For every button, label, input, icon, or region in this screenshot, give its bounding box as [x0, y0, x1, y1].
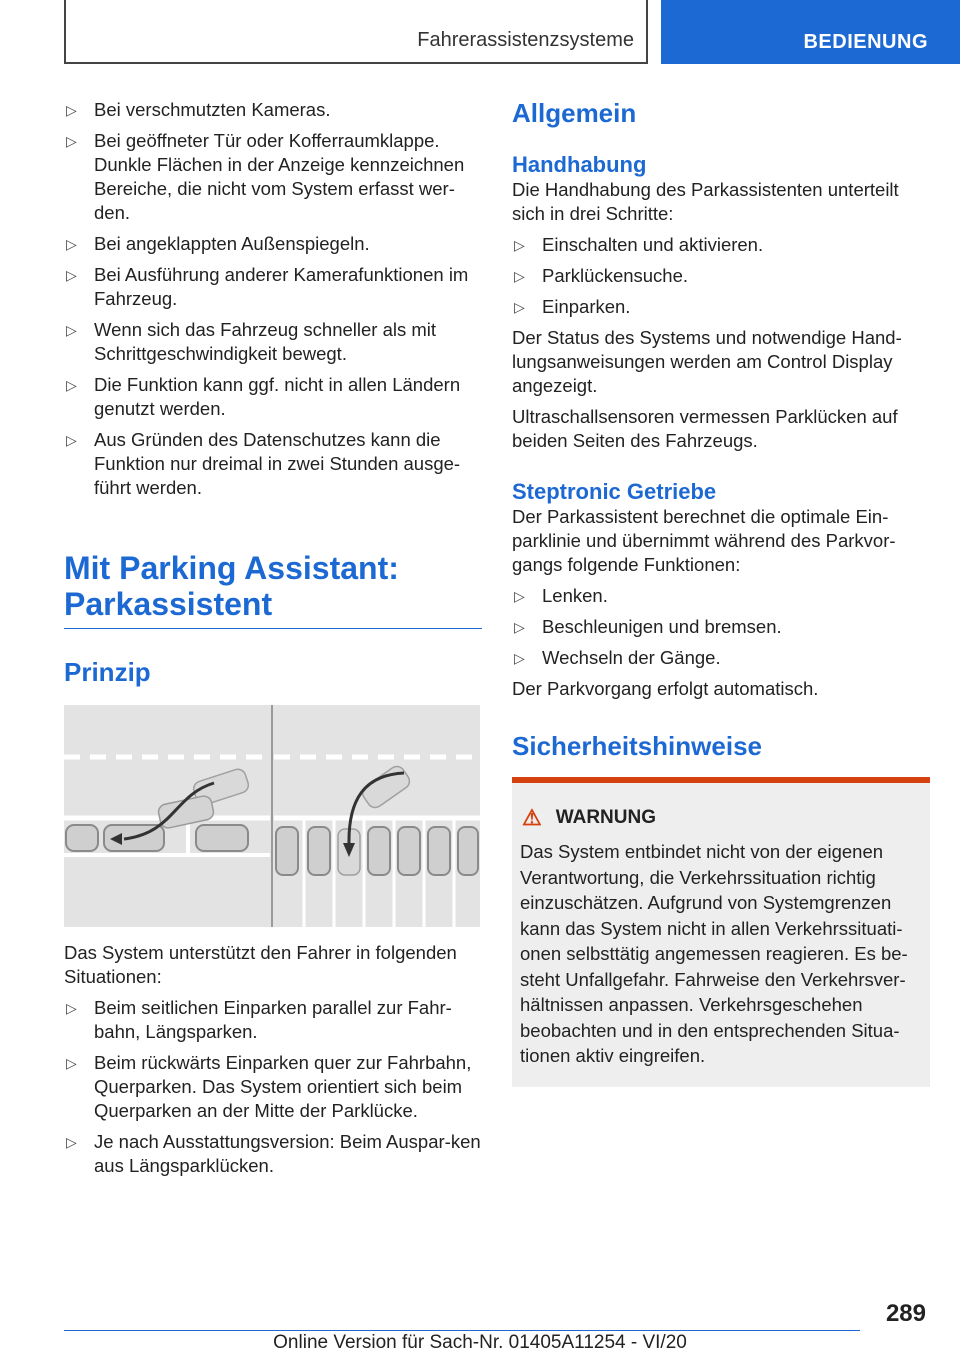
triangle-bullet-icon: ▷	[66, 322, 77, 338]
triangle-bullet-icon: ▷	[66, 102, 77, 118]
subheading-handhabung: Handhabung	[512, 152, 647, 177]
warning-triangle-icon: ⚠	[522, 805, 542, 830]
triangle-bullet-icon: ▷	[514, 237, 525, 253]
list-item: ▷ Wenn sich das Fahrzeug schneller als mit Schrittgeschwindigkeit bewegt.	[66, 319, 437, 364]
warning-header	[520, 805, 922, 831]
warning-box	[512, 777, 930, 1087]
parking-illustration	[64, 705, 480, 927]
triangle-bullet-icon: ▷	[66, 267, 77, 283]
steps-list	[512, 233, 930, 319]
limitations-list	[64, 98, 482, 500]
functions-list	[512, 584, 930, 670]
section-heading-allgemein: Allgemein	[512, 98, 637, 128]
list-item: ▷ Wechseln der Gänge.	[514, 647, 721, 668]
section-heading-sicherheit: Sicherheitshinweise	[512, 731, 762, 761]
list-item: ▷ Bei geöffneter Tür oder Kofferraumklappe. Dunkle Flächen in der Anzeige kennzeichnen Bereiche, die nicht vom System erfasst wer‐den.	[66, 130, 465, 223]
status-text: Der Status des Systems und notwendige Hand‐lungsanweisungen werden am Control Display angezeigt.	[512, 327, 902, 396]
triangle-bullet-icon: ▷	[514, 650, 525, 666]
triangle-bullet-icon: ▷	[66, 432, 77, 448]
list-item: ▷ Beim rückwärts Einparken quer zur Fahrbahn, Querparken. Das System orientiert sich beim Querparken an der Mitte der Parklücke.	[66, 1052, 472, 1121]
header-tab	[661, 0, 960, 64]
list-item: ▷ Aus Gründen des Datenschutzes kann die Funktion nur dreimal in zwei Stunden ausge‐führt werden.	[66, 429, 461, 498]
footer-text: Online Version für Sach-Nr. 01405A11254 - VI/20	[273, 1332, 687, 1353]
steptronic-text: Der Parkassistent berechnet die optimale Ein‐parklinie und übernimmt während des Parkvor‐gangs folgende Funktionen:	[512, 506, 896, 575]
triangle-bullet-icon: ▷	[66, 1000, 77, 1016]
header-section-title: Fahrerassistenzsysteme	[417, 29, 634, 51]
list-item: ▷ Einschalten und aktivieren.	[514, 234, 764, 255]
triangle-bullet-icon: ▷	[514, 619, 525, 635]
handhabung-text: Die Handhabung des Parkassistenten unterteilt sich in drei Schritte:	[512, 179, 899, 224]
list-item: ▷ Beim seitlichen Einparken parallel zur Fahr‐bahn, Längsparken.	[66, 997, 452, 1042]
warning-label: WARNUNG	[555, 807, 657, 828]
parking-diagram-svg	[64, 705, 480, 927]
triangle-bullet-icon: ▷	[66, 133, 77, 149]
triangle-bullet-icon: ▷	[66, 1055, 77, 1071]
section-heading-prinzip: Prinzip	[64, 657, 151, 687]
auto-text: Der Parkvorgang erfolgt automatisch.	[512, 678, 819, 699]
list-item: ▷ Je nach Ausstattungsversion: Beim Auspar‐ken aus Längsparklücken.	[66, 1131, 481, 1176]
footer-divider	[64, 1330, 860, 1331]
page-number: 289	[885, 1300, 926, 1327]
left-column	[64, 98, 482, 1185]
list-item: ▷ Die Funktion kann ggf. nicht in allen Ländern genutzt werden.	[66, 374, 461, 419]
triangle-bullet-icon: ▷	[514, 588, 525, 604]
list-item: ▷ Parklückensuche.	[514, 265, 689, 286]
header-section-box	[64, 0, 648, 64]
triangle-bullet-icon: ▷	[514, 268, 525, 284]
right-column	[512, 98, 930, 1087]
list-item: ▷ Beschleunigen und bremsen.	[514, 616, 782, 637]
list-item: ▷ Lenken.	[514, 585, 608, 606]
triangle-bullet-icon: ▷	[514, 299, 525, 315]
list-item: ▷ Einparken.	[514, 296, 631, 317]
list-item: ▷ Bei verschmutzten Kameras.	[66, 99, 331, 120]
triangle-bullet-icon: ▷	[66, 236, 77, 252]
list-item: ▷ Bei angeklappten Außenspiegeln.	[66, 233, 370, 254]
triangle-bullet-icon: ▷	[66, 1134, 77, 1150]
header-tab-label: BEDIENUNG	[803, 31, 928, 53]
intro-text: Das System unterstützt den Fahrer in folgenden Situationen:	[64, 942, 457, 987]
chapter-heading: Mit Parking Assistant: Parkassistent	[64, 550, 482, 629]
situations-list	[64, 996, 482, 1178]
list-item: ▷ Bei Ausführung anderer Kamerafunktionen im Fahrzeug.	[66, 264, 469, 309]
warning-text: Das System entbindet nicht von der eigenen Verantwortung, die Verkehrssituation richtig einzuschätzen. Aufgrund von Systemgrenzen kann das System nicht in allen Verkehrssituati‐onen selbsttätig angemessen reagieren. Es be‐steht Unfallgefahr. Fahrweise den Verkehrsver‐hältnissen anpassen. Verkehrsgeschehen beobachten und in den entsprechenden Situa‐tionen aktiv eingreifen.	[520, 841, 908, 1066]
subheading-steptronic: Steptronic Getriebe	[512, 479, 717, 504]
sensor-text: Ultraschallsensoren vermessen Parklücken auf beiden Seiten des Fahrzeugs.	[512, 406, 898, 451]
triangle-bullet-icon: ▷	[66, 377, 77, 393]
